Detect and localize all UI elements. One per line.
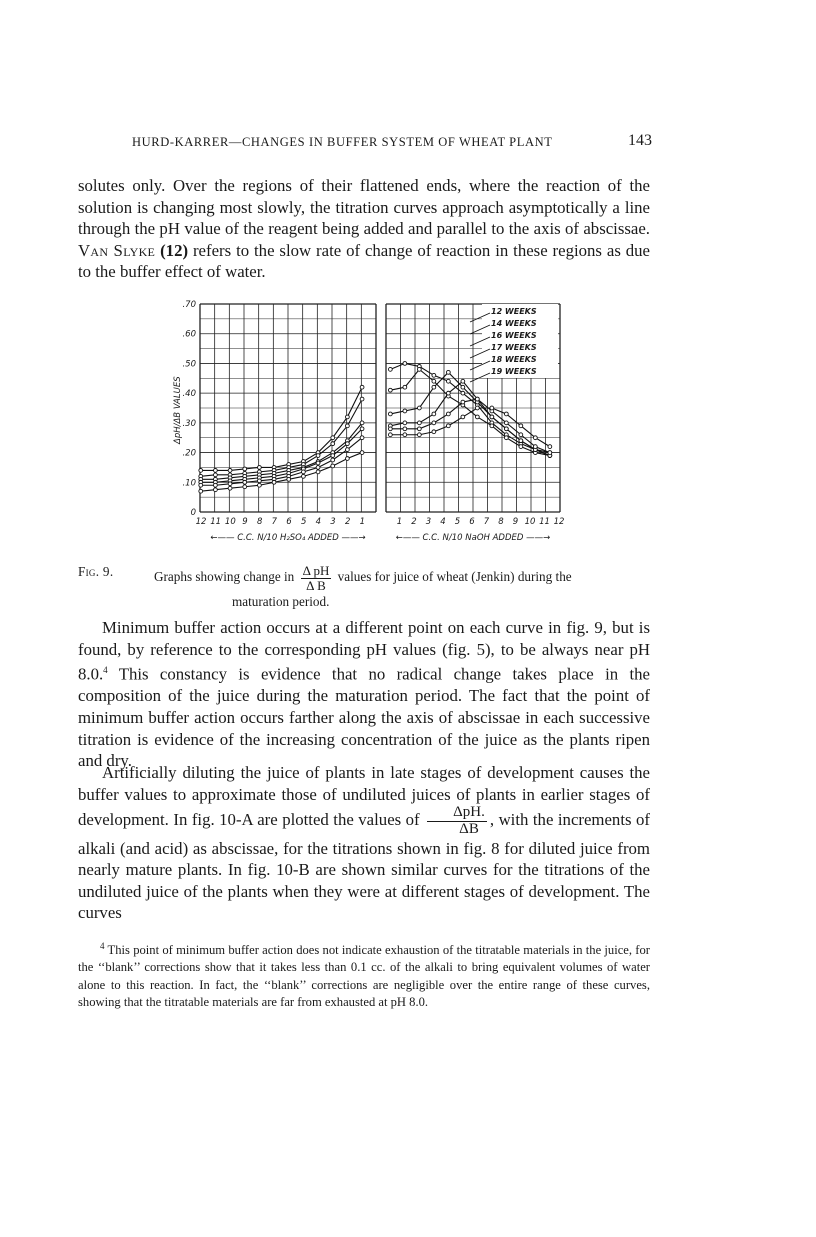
alkali-series-line [390,372,549,455]
x-axis-labels [196,517,565,527]
alkali-data-point [461,385,465,389]
alkali-data-point [403,362,407,366]
alkali-data-point [519,445,523,449]
caption-text [154,564,650,592]
running-head: HURD-KARRER—CHANGES IN BUFFER SYSTEM OF WHEAT PLANT [132,135,553,149]
acid-data-point [214,469,218,473]
alkali-data-point [417,421,421,425]
para2-text-before: Minimum buffer action occurs at a different point on each curve in fig. 9, but is found, by reference to the corresponding pH values (fig. 5), to be always near pH 8.0. [78,618,650,684]
paragraph-2 [78,617,650,772]
y-tick-label: .40 [182,389,196,400]
inline-fraction [427,805,487,838]
legend [470,304,558,382]
alkali-data-point [504,412,508,416]
alkali-data-point [504,421,508,425]
alkali-data-point [432,421,436,425]
footnote-ref-mark: 4 [103,665,108,676]
acid-data-point [331,442,335,446]
acid-data-point [346,442,350,446]
figure-9 [150,294,650,546]
legend-entry: 14 WEEKS [491,319,537,328]
inline-frac-den: ΔB [459,820,479,837]
y-tick-label: .70 [182,300,196,310]
acid-data-point [214,483,218,487]
legend-entry: 12 WEEKS [491,307,537,316]
acid-data-point [331,436,335,440]
alkali-data-point [490,424,494,428]
alkali-data-point [519,424,523,428]
alkali-data-point [461,391,465,395]
y-axis-title-text: ΔpH/ΔB VALUES [173,376,183,444]
acid-data-point [243,467,247,471]
alkali-data-point [446,424,450,428]
footnote-text: This point of minimum buffer action does not indicate exhaustion of the titratable materials in the juice, for the ‘‘blank’’ corrections show that it takes less than 0.1 cc. of the alkali to bring equivalent volumes of water alone to this reaction. In fact, the ‘‘blank’’ corrections are negligible over the entire range of these curves, showing that the titratable materials are far from exhausted at pH 8.0. [78,943,650,1009]
alkali-data-point [388,412,392,416]
acid-data-point [346,415,350,419]
alkali-data-point [446,370,450,374]
acid-data-point [316,454,320,458]
x-tick-label-acid: 11 [210,517,222,527]
alkali-data-point [403,421,407,425]
x-tick-label-alkali: 11 [539,517,550,527]
paragraph-3 [78,762,650,924]
alkali-data-point [461,379,465,383]
acid-data-point [258,466,262,470]
x-tick-label-alkali: 7 [483,517,490,527]
alkali-data-point [403,385,407,389]
caption-label: Fig. 9. [78,564,114,579]
acid-data-point [316,461,320,465]
acid-data-point [287,477,291,481]
x-tick-label-alkali: 12 [553,517,565,527]
alkali-data-point [504,436,508,440]
caption-frac-den: Δ B [306,577,326,593]
acid-data-point [272,480,276,484]
y-tick-label: .60 [182,329,196,340]
x-tick-label-alkali: 1 [396,517,403,527]
author-citation: Van Slyke [78,240,156,260]
y-tick-label: .50 [182,359,196,370]
acid-data-point [199,469,203,473]
x-tick-label-alkali: 3 [425,517,432,527]
alkali-data-point [519,439,523,443]
caption-before: Graphs showing change in [154,569,295,585]
legend-entry: 19 WEEKS [491,367,537,376]
y-tick-label: .30 [182,418,196,429]
caption-fraction [301,564,332,592]
alkali-data-point [490,406,494,410]
para1-text-before: solutes only. Over the regions of their flattened ends, where the reaction of the solution is changing most slowly, the titration curves approach asymptotically a line through the pH value of the reagent being added and parallel to the axis of abscissae. [78,176,650,239]
x-tick-label-acid: 1 [359,517,366,527]
acid-data-point [331,454,335,458]
x-tick-label-alkali: 6 [469,517,475,527]
alkali-data-point [432,379,436,383]
legend-entry: 17 WEEKS [491,343,537,352]
footnote [78,938,650,1011]
x-tick-label-alkali: 9 [512,517,519,527]
legend-entry: 18 WEEKS [491,355,537,364]
alkali-data-point [446,379,450,383]
alkali-data-point [388,433,392,437]
acid-data-point [316,466,320,470]
acid-data-point [360,421,364,425]
x-tick-label-acid: 2 [344,517,351,527]
alkali-data-point [519,433,523,437]
acid-data-point [360,427,364,431]
caption-frac-num: Δ pH [302,563,330,578]
para3-text-after: , with the increments of alkali (and acid) as abscissae, for the titrations shown in fig. 8 for diluted juice from nearly mature plants. In fig. 10-B are shown similar curves for the titrations of the undiluted juice of the plants when they were at different stages of development. The curves [78,810,650,923]
alkali-data-point [417,367,421,371]
alkali-series-line [390,381,549,455]
acid-data-point [360,436,364,440]
alkali-data-point [388,388,392,392]
acid-data-point [258,483,262,487]
page-header [132,132,652,154]
acid-data-point [214,488,218,492]
alkali-data-point [548,445,552,449]
caption-after: values for juice of wheat (Jenkin) during the [337,569,572,585]
acid-data-point [360,385,364,389]
y-tick-label: .20 [182,448,196,459]
buffer-value-chart [150,294,650,546]
footnote-mark: 4 [100,941,105,951]
alkali-data-point [417,433,421,437]
alkali-data-point [475,397,479,401]
x-tick-label-alkali: 5 [454,517,461,527]
x-tick-label-acid: 12 [195,517,207,527]
alkali-data-point [504,427,508,431]
acid-data-point [331,458,335,462]
para2-text-after: This constancy is evidence that no radical change takes place in the composition of the juice during the maturation period. The fact that the point of minimum buffer action occurs farther along the axis of abscissae in each successive titration is evidence of the increasing concentration of the juice as the plants ripen and dry. [78,664,650,771]
x-tick-label-acid: 9 [242,517,248,527]
acid-series-line [201,387,362,470]
x-axis-title-acid: ←—— C.C. N/10 H₂SO₄ ADDED ——→ [210,533,366,543]
acid-data-point [228,486,232,490]
acid-data-point [228,482,232,486]
page-number: 143 [628,132,652,149]
x-tick-label-alkali: 8 [498,517,504,527]
alkali-data-point [388,367,392,371]
acid-data-point [258,479,262,483]
x-tick-label-acid: 10 [224,517,236,527]
x-tick-label-acid: 4 [315,517,322,527]
x-tick-label-alkali: 10 [524,517,536,527]
acid-data-point [331,464,335,468]
alkali-data-point [475,415,479,419]
para1-text-after: refers to the slow rate of change of reaction in these regions as due to the buffer effect of water. [78,240,650,282]
acid-data-point [346,424,350,428]
y-axis-title [173,376,183,445]
alkali-data-point [461,415,465,419]
alkali-data-point [533,445,537,449]
alkali-data-point [432,412,436,416]
acid-series-group [199,385,364,493]
acid-data-point [243,480,247,484]
paragraph-1 [78,175,650,283]
x-tick-label-alkali: 2 [411,517,417,527]
acid-data-point [360,397,364,401]
y-tick-label: .10 [182,478,196,489]
alkali-data-point [490,415,494,419]
alkali-data-point [417,406,421,410]
alkali-data-point [417,427,421,431]
reference-number: (12) [160,240,189,260]
alkali-data-point [446,391,450,395]
acid-data-point [199,489,203,493]
acid-data-point [199,483,203,487]
alkali-data-point [432,430,436,434]
x-axis-titles [210,533,550,543]
alkali-data-point [432,385,436,389]
alkali-data-point [403,427,407,431]
x-tick-label-acid: 3 [330,517,336,527]
alkali-data-point [548,451,552,455]
x-tick-label-acid: 8 [256,517,263,527]
x-tick-label-acid: 6 [286,517,292,527]
y-axis-labels [182,300,196,518]
x-tick-label-acid: 7 [271,517,278,527]
para3-text-before: Artificially diluting the juice of plants in late stages of development causes the buffer values to approximate those of undiluted juices of plants in earlier stages of development. In fig. 10-A are plotted the values of [78,763,650,830]
alkali-data-point [533,436,537,440]
acid-data-point [228,469,232,473]
acid-data-point [302,470,306,474]
alkali-data-point [432,373,436,377]
alkali-data-point [403,409,407,413]
alkali-data-point [475,406,479,410]
x-axis-title-alkali: ←—— C.C. N/10 NaOH ADDED ——→ [395,533,551,543]
acid-data-point [302,474,306,478]
caption-line2: maturation period. [232,594,330,609]
alkali-data-point [446,412,450,416]
legend-entry: 16 WEEKS [491,331,537,340]
acid-data-point [346,457,350,461]
x-tick-label-alkali: 4 [440,517,446,527]
acid-data-point [360,451,364,455]
alkali-series-line [390,399,549,452]
alkali-data-point [461,400,465,404]
acid-data-point [214,473,218,477]
alkali-data-point [388,427,392,431]
y-tick-label: 0 [190,508,196,518]
x-tick-label-acid: 5 [300,517,307,527]
alkali-data-point [403,433,407,437]
inline-frac-num: ΔpH. [427,805,487,822]
acid-data-point [346,448,350,452]
acid-data-point [243,485,247,489]
acid-data-point [316,470,320,474]
alkali-series-line [390,408,549,447]
